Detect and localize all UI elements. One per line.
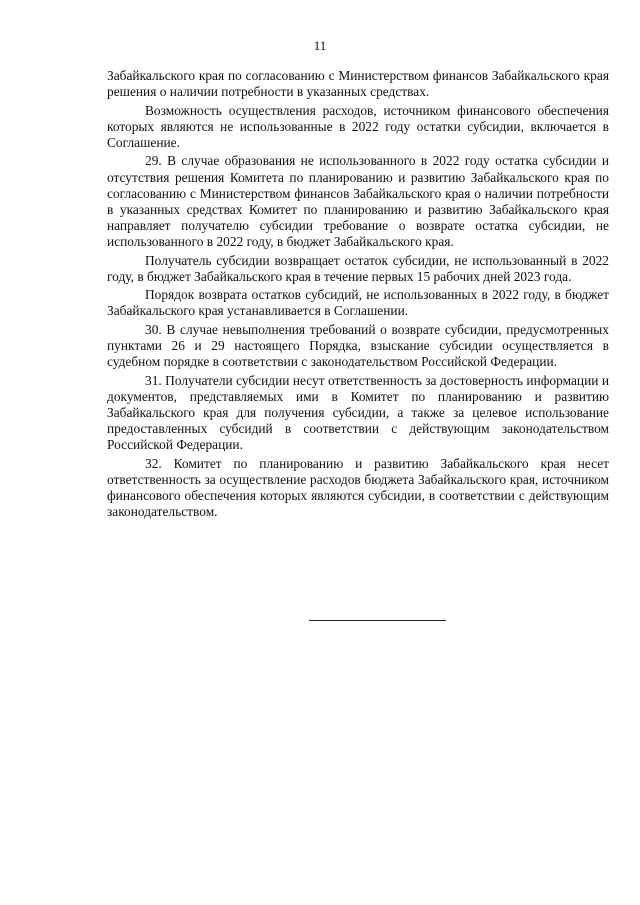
document-body bbox=[107, 68, 609, 523]
paragraph-continuation: Забайкальского края по согласованию с Министерством финансов Забайкальского края решения о наличии потребности в указанных средствах. bbox=[107, 68, 609, 100]
page-number: 11 bbox=[313, 38, 327, 53]
paragraph-clause-32: 32. Комитет по планированию и развитию Забайкальского края несет ответственность за осуществление расходов бюджета Забайкальского края, источником финансового обеспечения которых являются субсидии, в соответствии с действующим законодательством. bbox=[107, 455, 609, 519]
paragraph-recipient-return: Получатель субсидии возвращает остаток субсидии, не использованный в 2022 году, в бюджет Забайкальского края в течение первых 15 рабочих дней 2023 года. bbox=[107, 252, 609, 284]
paragraph-clause-30: 30. В случае невыполнения требований о возврате субсидии, предусмотренных пунктами 26 и 29 настоящего Порядка, взыскание субсидии осуществляется в судебном порядке в соответствии с законодательством Российской Федерации. bbox=[107, 321, 609, 370]
paragraph-clause-29: 29. В случае образования не использованного в 2022 году остатка субсидии и отсутствия решения Комитета по планированию и развитию Забайкальского края по согласованию с Министерством финансов Забайкальского края о наличии потребности в указанных средствах Комитет по планированию и развитию Забайкальского края направляет получателю субсидии требование о возврате остатка субсидии, не использованного в 2022 году, в бюджет Забайкальского края. bbox=[107, 153, 609, 249]
end-of-document-rule bbox=[309, 620, 446, 621]
paragraph-clause-31: 31. Получатели субсидии несут ответственность за достоверность информации и документов, представляемых ими в Комитет по планированию и развитию Забайкальского края для получения субсидии, а также за целевое использование предоставленных субсидий в соответствии с действующим законодательством Российской Федерации. bbox=[107, 372, 609, 453]
paragraph-return-procedure: Порядок возврата остатков субсидий, не использованных в 2022 году, в бюджет Забайкальского края устанавливается в Соглашении. bbox=[107, 287, 609, 319]
paragraph-carryover-inclusion: Возможность осуществления расходов, источником финансового обеспечения которых являются не использованные в 2022 году остатки субсидии, включается в Соглашение. bbox=[107, 102, 609, 150]
